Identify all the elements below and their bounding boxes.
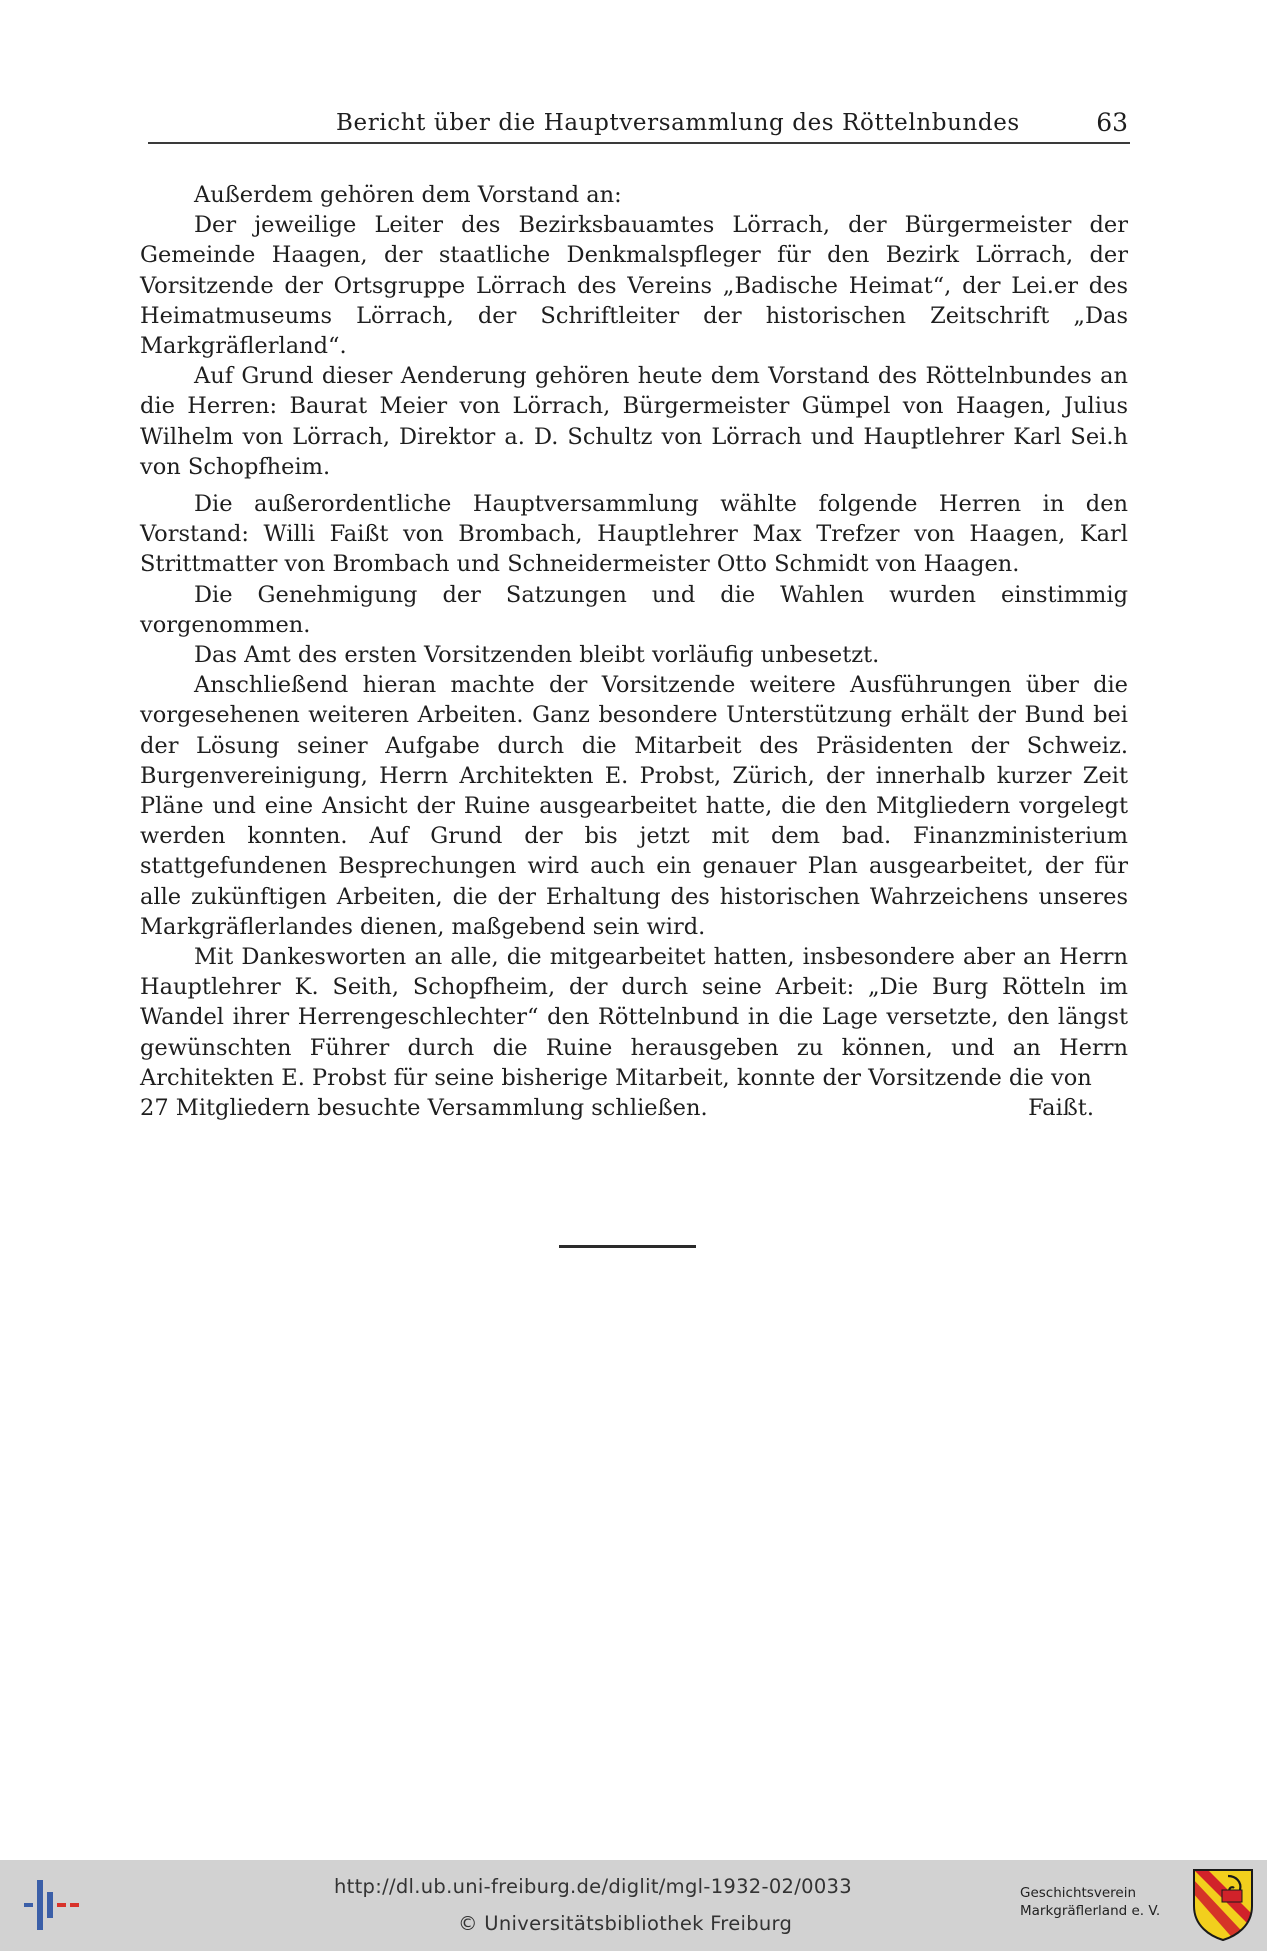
society-name-line-1: Geschichtsverein (1020, 1885, 1136, 1901)
society-name (1020, 1884, 1160, 1920)
article-body (140, 180, 1128, 1123)
paragraph-further-work: Anschließend hieran machte der Vorsitzende weitere Ausführungen über die vorgesehenen weiteren Arbeiten. Ganz besondere Unterstützung erhält der Bund bei der Lösung seiner Aufgabe durch die Mitarbeit des Präsidenten der Schweiz. Burgenvereinigung, Herrn Architekten E. Probst, Zürich, der innerhalb kurzer Zeit Pläne und eine Ansicht der Ruine ausgearbeitet hatte, die den Mitgliedern vorgelegt werden konnten. Auf Grund der bis jetzt mit dem bad. Finanzministerium stattgefundenen Besprechungen wird auch ein genauer Plan ausgearbeitet, der für alle zukünftigen Arbeiten, die der Erhaltung des historischen Wahrzeichens unseres Markgräflerlandes dienen, maßgebend sein wird. (140, 672, 1128, 940)
society-name-line-2: Markgräflerland e. V. (1020, 1903, 1161, 1919)
viewer-footer (0, 1860, 1267, 1951)
paragraph-approval: Die Genehmigung der Satzungen und die Wahlen wurden einstimmig vorgenommen. (140, 581, 1128, 638)
paragraph-board-names: Auf Grund dieser Aenderung gehören heute dem Vorstand des Röttelnbundes an die Herren: Baurat Meier von Lörrach, Bürgermeister Gümpel von Haagen, Julius Wilhelm von Lörrach, Direktor a. D. Schultz von Lörrach und Hauptlehrer Karl Sei.h von Schopfheim. (140, 363, 1128, 480)
closing-line-text: 27 Mitgliedern besuchte Versammlung schließen. (140, 1095, 708, 1122)
running-head (148, 108, 1130, 144)
markgraeflerland-crest-icon (1192, 1868, 1254, 1942)
ub-freiburg-logo-icon[interactable] (24, 1880, 80, 1930)
paragraph-election: Die außerordentliche Hauptversammlung wählte folgende Herren in den Vorstand: Willi Faißt von Brombach, Hauptlehrer Max Trefzer von Haagen, Karl Strittmatter von Brombach und Schneidermeister Otto Schmidt von Haagen. (140, 491, 1128, 578)
copyright-notice: © Universitätsbibliothek Freiburg (458, 1912, 793, 1935)
paragraph-closing: Mit Dankesworten an alle, die mitgearbeitet hatten, insbesondere aber an Herrn Hauptlehrer K. Seith, Schopfheim, der durch seine Arbeit: „Die Burg Rötteln im Wandel ihrer Herrengeschlechter“ den Röttelnbund in die Lage versetzte, den längst gewünschten Führer durch die Ruine herausgeben zu können, und an Herrn Architekten E. Probst für seine bisherige Mitarbeit, konnte der Vorsitzende die von (140, 944, 1128, 1091)
paragraph-board-offices: Der jeweilige Leiter des Bezirksbauamtes Lörrach, der Bürgermeister der Gemeinde Haagen, der staatliche Denkmalspfleger für den Bezirk Lörrach, der Vorsitzende der Ortsgruppe Lörrach des Vereins „Badische Heimat“, der Lei.er des Heimatmuseums Lörrach, der Schriftleiter der historischen Zeitschrift „Das Markgräflerland“. (140, 212, 1128, 360)
end-divider (559, 1245, 696, 1248)
page-number: 63 (1096, 108, 1128, 137)
author-signature: Faißt. (1028, 1095, 1094, 1122)
running-title: Bericht über die Hauptversammlung des Röttelnbundes (336, 110, 1020, 136)
permalink-url[interactable]: http://dl.ub.uni-freiburg.de/diglit/mgl-1932-02/0033 (334, 1875, 852, 1898)
paragraph-vacancy: Das Amt des ersten Vorsitzenden bleibt vorläufig unbesetzt. (194, 642, 880, 669)
paragraph-board-members-intro: Außerdem gehören dem Vorstand an: (194, 182, 622, 208)
closing-line (140, 1093, 1128, 1123)
